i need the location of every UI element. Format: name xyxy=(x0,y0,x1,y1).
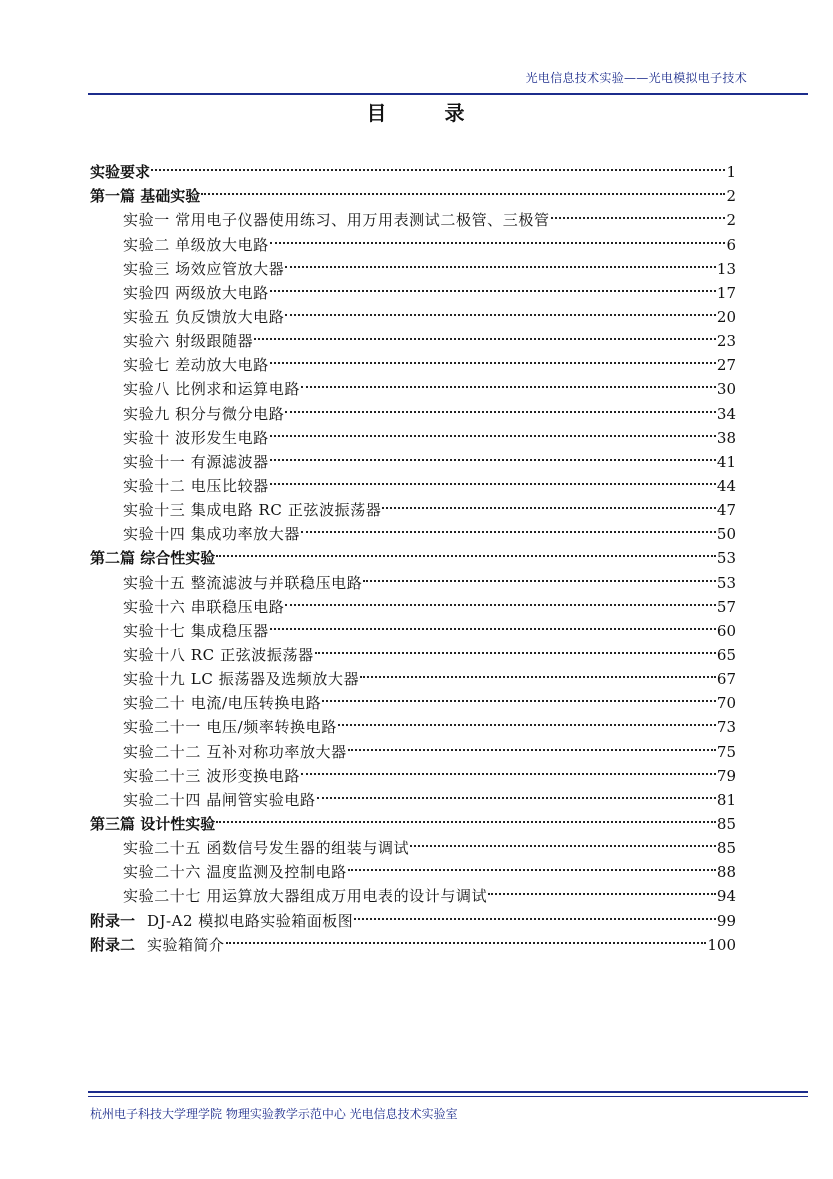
header-rule xyxy=(88,93,808,95)
toc-leader-dots xyxy=(301,515,716,539)
toc-label: 实验二十 电流/电压转换电路 xyxy=(123,694,322,713)
toc-label: 第三篇 设计性实验 xyxy=(90,814,216,833)
toc-label: 实验二十三 波形变换电路 xyxy=(123,766,300,785)
toc-label: 实验十三 集成电路 RC 正弦波振荡器 xyxy=(123,501,382,520)
toc-page-number: 1 xyxy=(726,163,736,182)
toc-leader-dots xyxy=(360,660,716,684)
page-title-left: 目 xyxy=(366,101,389,125)
toc-label: 实验二十七 用运算放大器组成万用电表的设计与调试 xyxy=(123,887,488,906)
toc-label: 实验二 单级放大电路 xyxy=(123,235,269,254)
toc-leader-dots xyxy=(201,177,725,201)
toc-leader-dots xyxy=(315,636,716,660)
toc-page-number: 70 xyxy=(716,694,736,713)
toc-page-number: 85 xyxy=(716,839,736,858)
toc-label: 实验二十五 函数信号发生器的组装与调试 xyxy=(123,839,410,858)
toc-leader-dots xyxy=(317,781,716,805)
toc-label: 实验十二 电压比较器 xyxy=(123,476,269,495)
toc-leader-dots xyxy=(270,225,726,249)
toc-leader-dots xyxy=(285,250,716,274)
toc-label: 实验十一 有源滤波器 xyxy=(123,452,269,471)
toc-leader-dots xyxy=(254,322,716,346)
toc-leader-dots xyxy=(301,370,716,394)
toc-label: 实验六 射级跟随器 xyxy=(123,332,254,351)
toc-page-number: 75 xyxy=(716,742,736,761)
toc-label: 实验十七 集成稳压器 xyxy=(123,621,269,640)
toc-page-number: 23 xyxy=(716,332,736,351)
toc-page-number: 67 xyxy=(716,670,736,689)
toc-page-number: 79 xyxy=(716,766,736,785)
toc-page-number: 94 xyxy=(716,887,736,906)
running-footer: 杭州电子科技大学理学院 物理实验教学示范中心 光电信息技术实验室 xyxy=(90,1107,458,1121)
toc-page-number: 57 xyxy=(716,597,736,616)
toc-leader-dots xyxy=(410,829,716,853)
toc-leader-dots xyxy=(285,298,716,322)
toc-section[interactable] xyxy=(90,177,736,206)
toc-label: 实验一 常用电子仪器使用练习、用万用表测试二极管、三极管 xyxy=(123,211,550,230)
toc-label: 实验三 场效应管放大器 xyxy=(123,259,285,278)
toc-label: 实验二十四 晶闸管实验电路 xyxy=(123,790,316,809)
toc-appendix-title: DJ-A2 模拟电路实验箱面板图 xyxy=(147,911,354,930)
toc-page-number: 6 xyxy=(726,235,736,254)
toc-label: 附录二 xyxy=(90,935,136,954)
toc-label: 实验二十六 温度监测及控制电路 xyxy=(123,863,347,882)
toc-label: 实验十八 RC 正弦波振荡器 xyxy=(123,645,314,664)
toc-leader-dots xyxy=(382,491,715,515)
toc-page-number: 41 xyxy=(716,452,736,471)
toc-leader-dots xyxy=(338,708,716,732)
toc-page-number: 44 xyxy=(716,476,736,495)
toc-leader-dots xyxy=(551,201,726,225)
toc-leader-dots xyxy=(226,926,707,950)
toc-leader-dots xyxy=(363,563,716,587)
toc-label: 实验十五 整流滤波与并联稳压电路 xyxy=(123,573,363,592)
toc-page-number: 50 xyxy=(716,525,736,544)
toc-page-number: 47 xyxy=(716,501,736,520)
toc-label: 实验要求 xyxy=(90,163,151,182)
toc-page-number: 88 xyxy=(716,863,736,882)
footer-rule-thin xyxy=(88,1096,808,1097)
toc-leader-dots xyxy=(348,853,716,877)
toc-label: 实验十六 串联稳压电路 xyxy=(123,597,285,616)
toc-label: 实验四 两级放大电路 xyxy=(123,283,269,302)
toc-leader-dots xyxy=(270,419,716,443)
toc-leader-dots xyxy=(301,757,716,781)
page-title xyxy=(0,97,833,126)
toc-label: 第二篇 综合性实验 xyxy=(90,549,216,568)
toc-leader-dots xyxy=(270,346,716,370)
toc-page-number: 65 xyxy=(716,645,736,664)
page-title-right: 录 xyxy=(444,101,467,125)
toc-page-number: 17 xyxy=(716,283,736,302)
toc-page-number: 53 xyxy=(716,573,736,592)
toc-page-number: 20 xyxy=(716,307,736,326)
toc-page-number: 13 xyxy=(716,259,736,278)
toc-leader-dots xyxy=(285,588,716,612)
toc-label: 实验十四 集成功率放大器 xyxy=(123,525,300,544)
table-of-contents xyxy=(90,153,736,954)
toc-leader-dots xyxy=(270,274,716,298)
running-header: 光电信息技术实验——光电模拟电子技术 xyxy=(525,71,747,85)
toc-page-number: 2 xyxy=(726,211,736,230)
toc-page-number: 2 xyxy=(726,187,736,206)
toc-leader-dots xyxy=(322,684,716,708)
toc-page-number: 85 xyxy=(716,814,736,833)
toc-leader-dots xyxy=(270,443,716,467)
toc-leader-dots xyxy=(285,394,716,418)
toc-label: 实验七 差动放大电路 xyxy=(123,356,269,375)
toc-label: 附录一 xyxy=(90,911,136,930)
toc-label: 实验十 波形发生电路 xyxy=(123,428,269,447)
toc-leader-dots xyxy=(151,153,725,177)
toc-label: 第一篇 基础实验 xyxy=(90,187,201,206)
toc-label: 实验八 比例求和运算电路 xyxy=(123,380,300,399)
toc-leader-dots xyxy=(348,732,716,756)
toc-page-number: 73 xyxy=(716,718,736,737)
toc-page-number: 27 xyxy=(716,356,736,375)
toc-page-number: 53 xyxy=(716,549,736,568)
toc-page-number: 100 xyxy=(707,935,736,954)
toc-page-number: 60 xyxy=(716,621,736,640)
toc-leader-dots xyxy=(488,877,716,901)
toc-label: 实验二十一 电压/频率转换电路 xyxy=(123,718,337,737)
toc-label: 实验十九 LC 振荡器及选频放大器 xyxy=(123,670,360,689)
toc-page-number: 38 xyxy=(716,428,736,447)
toc-leader-dots xyxy=(270,612,716,636)
toc-section[interactable] xyxy=(90,153,736,182)
toc-leader-dots xyxy=(354,901,716,925)
toc-page-number: 30 xyxy=(716,380,736,399)
toc-label: 实验二十二 互补对称功率放大器 xyxy=(123,742,347,761)
toc-label: 实验九 积分与微分电路 xyxy=(123,404,285,423)
toc-page-number: 99 xyxy=(716,911,736,930)
toc-label: 实验五 负反馈放大电路 xyxy=(123,307,285,326)
toc-page-number: 34 xyxy=(716,404,736,423)
footer-rule xyxy=(88,1091,808,1093)
toc-page-number: 81 xyxy=(716,790,736,809)
toc-leader-dots xyxy=(270,467,716,491)
toc-leader-dots xyxy=(216,539,716,563)
toc-leader-dots xyxy=(216,805,716,829)
toc-appendix-title: 实验箱简介 xyxy=(147,935,225,954)
